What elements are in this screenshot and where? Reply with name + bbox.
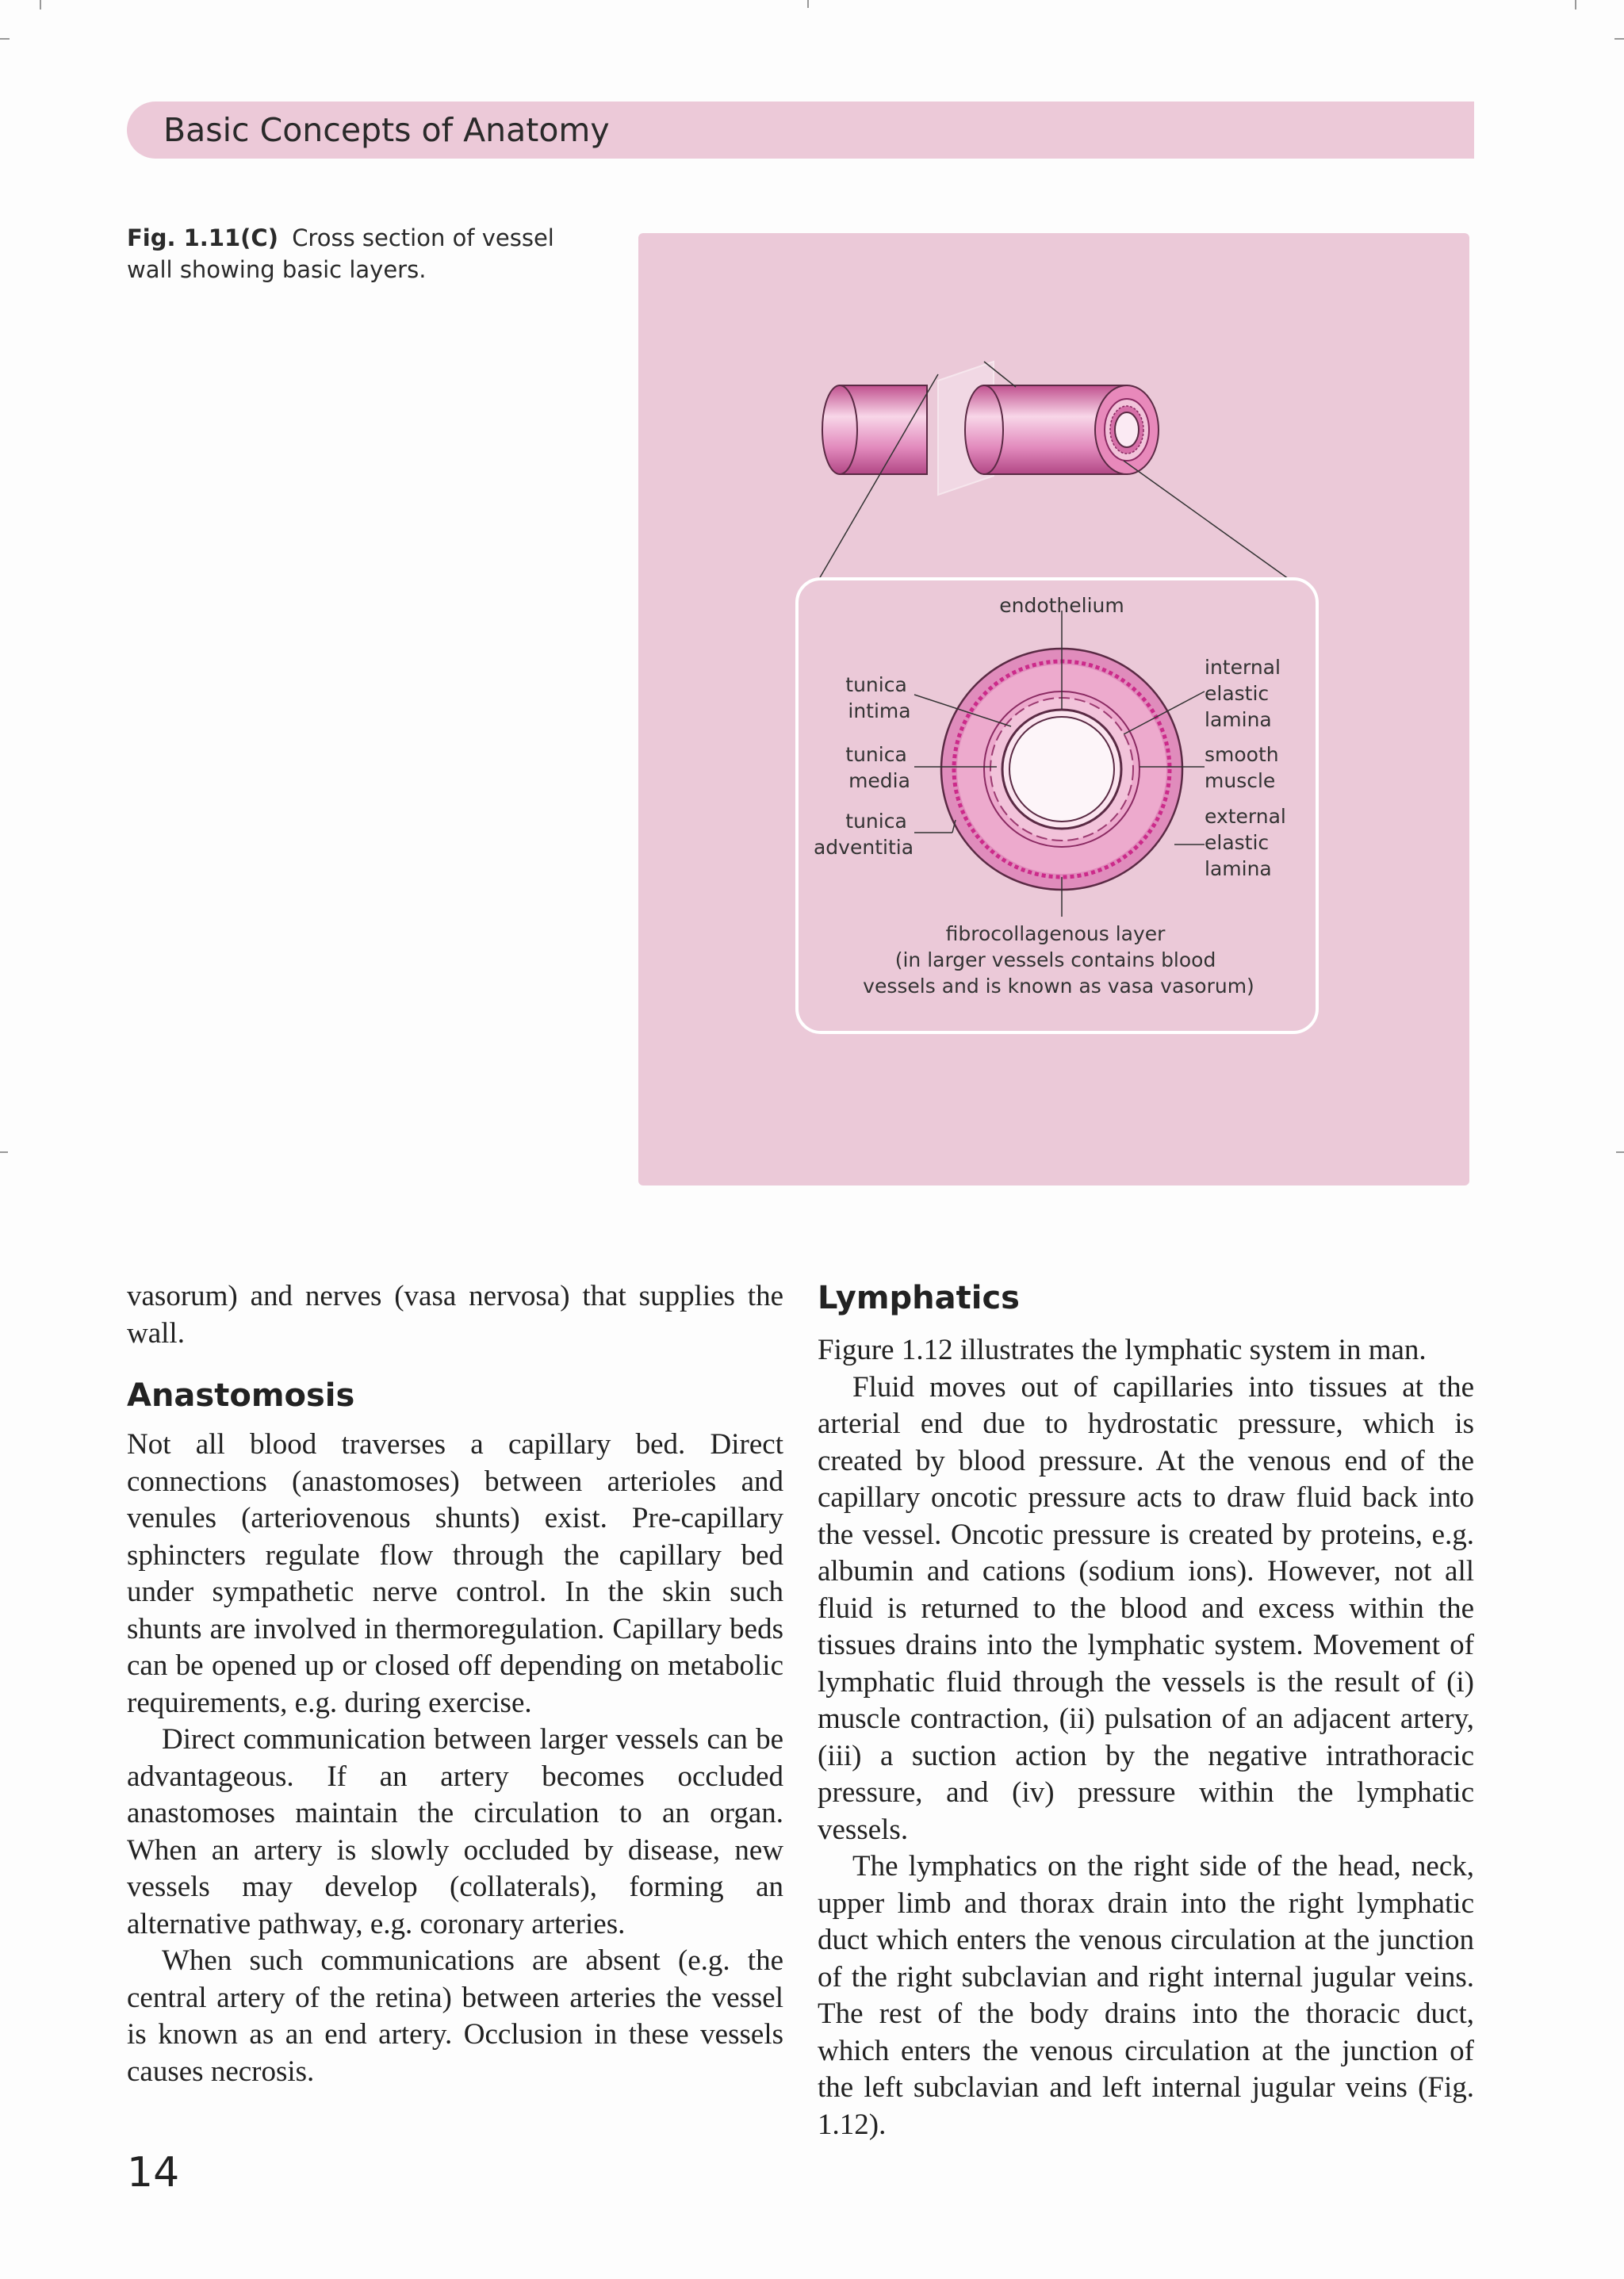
crop-mark xyxy=(807,0,809,8)
page-number: 14 xyxy=(127,2149,180,2197)
figure-panel xyxy=(638,233,1469,1185)
right-column xyxy=(818,1278,1474,2143)
body-paragraph: When such communications are absent (e.g. the central artery of the retina) between arteries the vessel is known as an end artery. Occlusion in these vessels causes necrosis. xyxy=(127,1944,783,2088)
body-paragraph: The lymphatics on the right side of the head, neck, upper limb and thorax drain into the right lymphatic duct which enters the venous circulation at the junction of the right subclavian and right internal jugular veins. The rest of the body drains into the thoracic duct, which enters the venous circulation at the junction of the left subclavian and left internal jugular veins (Fig. 1.12). xyxy=(818,1850,1474,2141)
vessel-segment-right xyxy=(965,385,1159,474)
label-tunica-intima: tunica intima xyxy=(845,673,911,722)
crop-mark xyxy=(1575,0,1576,10)
crop-mark xyxy=(0,38,10,40)
crop-mark xyxy=(0,1151,8,1153)
crop-mark xyxy=(1616,1151,1624,1153)
crop-mark xyxy=(1614,38,1624,40)
label-tunica-media: tunica media xyxy=(845,743,910,792)
running-head-title: Basic Concepts of Anatomy xyxy=(163,111,610,149)
figure-label: Fig. 1.11(C) xyxy=(127,224,278,251)
body-paragraph: Figure 1.12 illustrates the lymphatic system in man. xyxy=(818,1334,1427,1366)
label-external-elastic-lamina: external elastic lamina xyxy=(1205,805,1286,880)
label-endothelium: endothelium xyxy=(999,594,1124,617)
figure-caption xyxy=(127,222,571,285)
section-heading-lymphatics: Lymphatics xyxy=(818,1280,1020,1316)
body-paragraph: Not all blood traverses a capillary bed. Direct connections (anastomoses) between arterioles and venules (arteriovenous shunts) exist. Pre-capillary sphincters regulate flow through the capillary bed under sympathetic nerve control. In the skin such shunts are involved in thermoregulation. Capillary beds can be opened up or closed off depending on metabolic requirements, e.g. during exercise. xyxy=(127,1428,783,1719)
label-tunica-adventitia: tunica adventitia xyxy=(813,810,914,859)
vessel-diagram xyxy=(638,233,1469,1185)
label-smooth-muscle: smooth muscle xyxy=(1205,743,1279,792)
crop-mark xyxy=(40,0,41,10)
label-internal-elastic-lamina: internal elastic lamina xyxy=(1205,656,1281,731)
body-paragraph: Fluid moves out of capillaries into tissues at the arterial end due to hydrostatic pressure, which is created by blood pressure. At the venous end of the capillary oncotic pressure acts to draw fluid back into the vessel. Oncotic pressure is created by proteins, e.g. albumin and cations (sodium ions). However, not all fluid is returned to the blood and excess within the tissues drains into the lymphatic system. Movement of lymphatic fluid through the vessels is the result of (i) muscle contraction, (ii) pulsation of an adjacent artery, (iii) a suction action by the negative intrathoracic pressure, and (iv) pressure within the lymphatic vessels. xyxy=(818,1370,1474,1846)
section-heading-anastomosis: Anastomosis xyxy=(127,1377,355,1414)
running-head xyxy=(127,102,1474,159)
continuation-paragraph: vasorum) and nerves (vasa nervosa) that supplies the wall. xyxy=(127,1280,783,1350)
left-column xyxy=(127,1278,783,2090)
body-paragraph: Direct communication between larger vessels can be advantageous. If an artery becomes occluded anastomoses maintain the circulation to an organ. When an artery is slowly occluded by disease, new vessels may develop (collaterals), forming an alternative pathway, e.g. coronary arteries. xyxy=(127,1723,783,1940)
label-fibrocollagenous-layer: fibrocollagenous layer (in larger vessels contains blood vessels and is known as vasa vasorum) xyxy=(863,922,1254,998)
vessel-segment-left xyxy=(822,385,927,474)
figure-caption-text: Cross section of vessel wall showing basic layers. xyxy=(127,224,554,283)
